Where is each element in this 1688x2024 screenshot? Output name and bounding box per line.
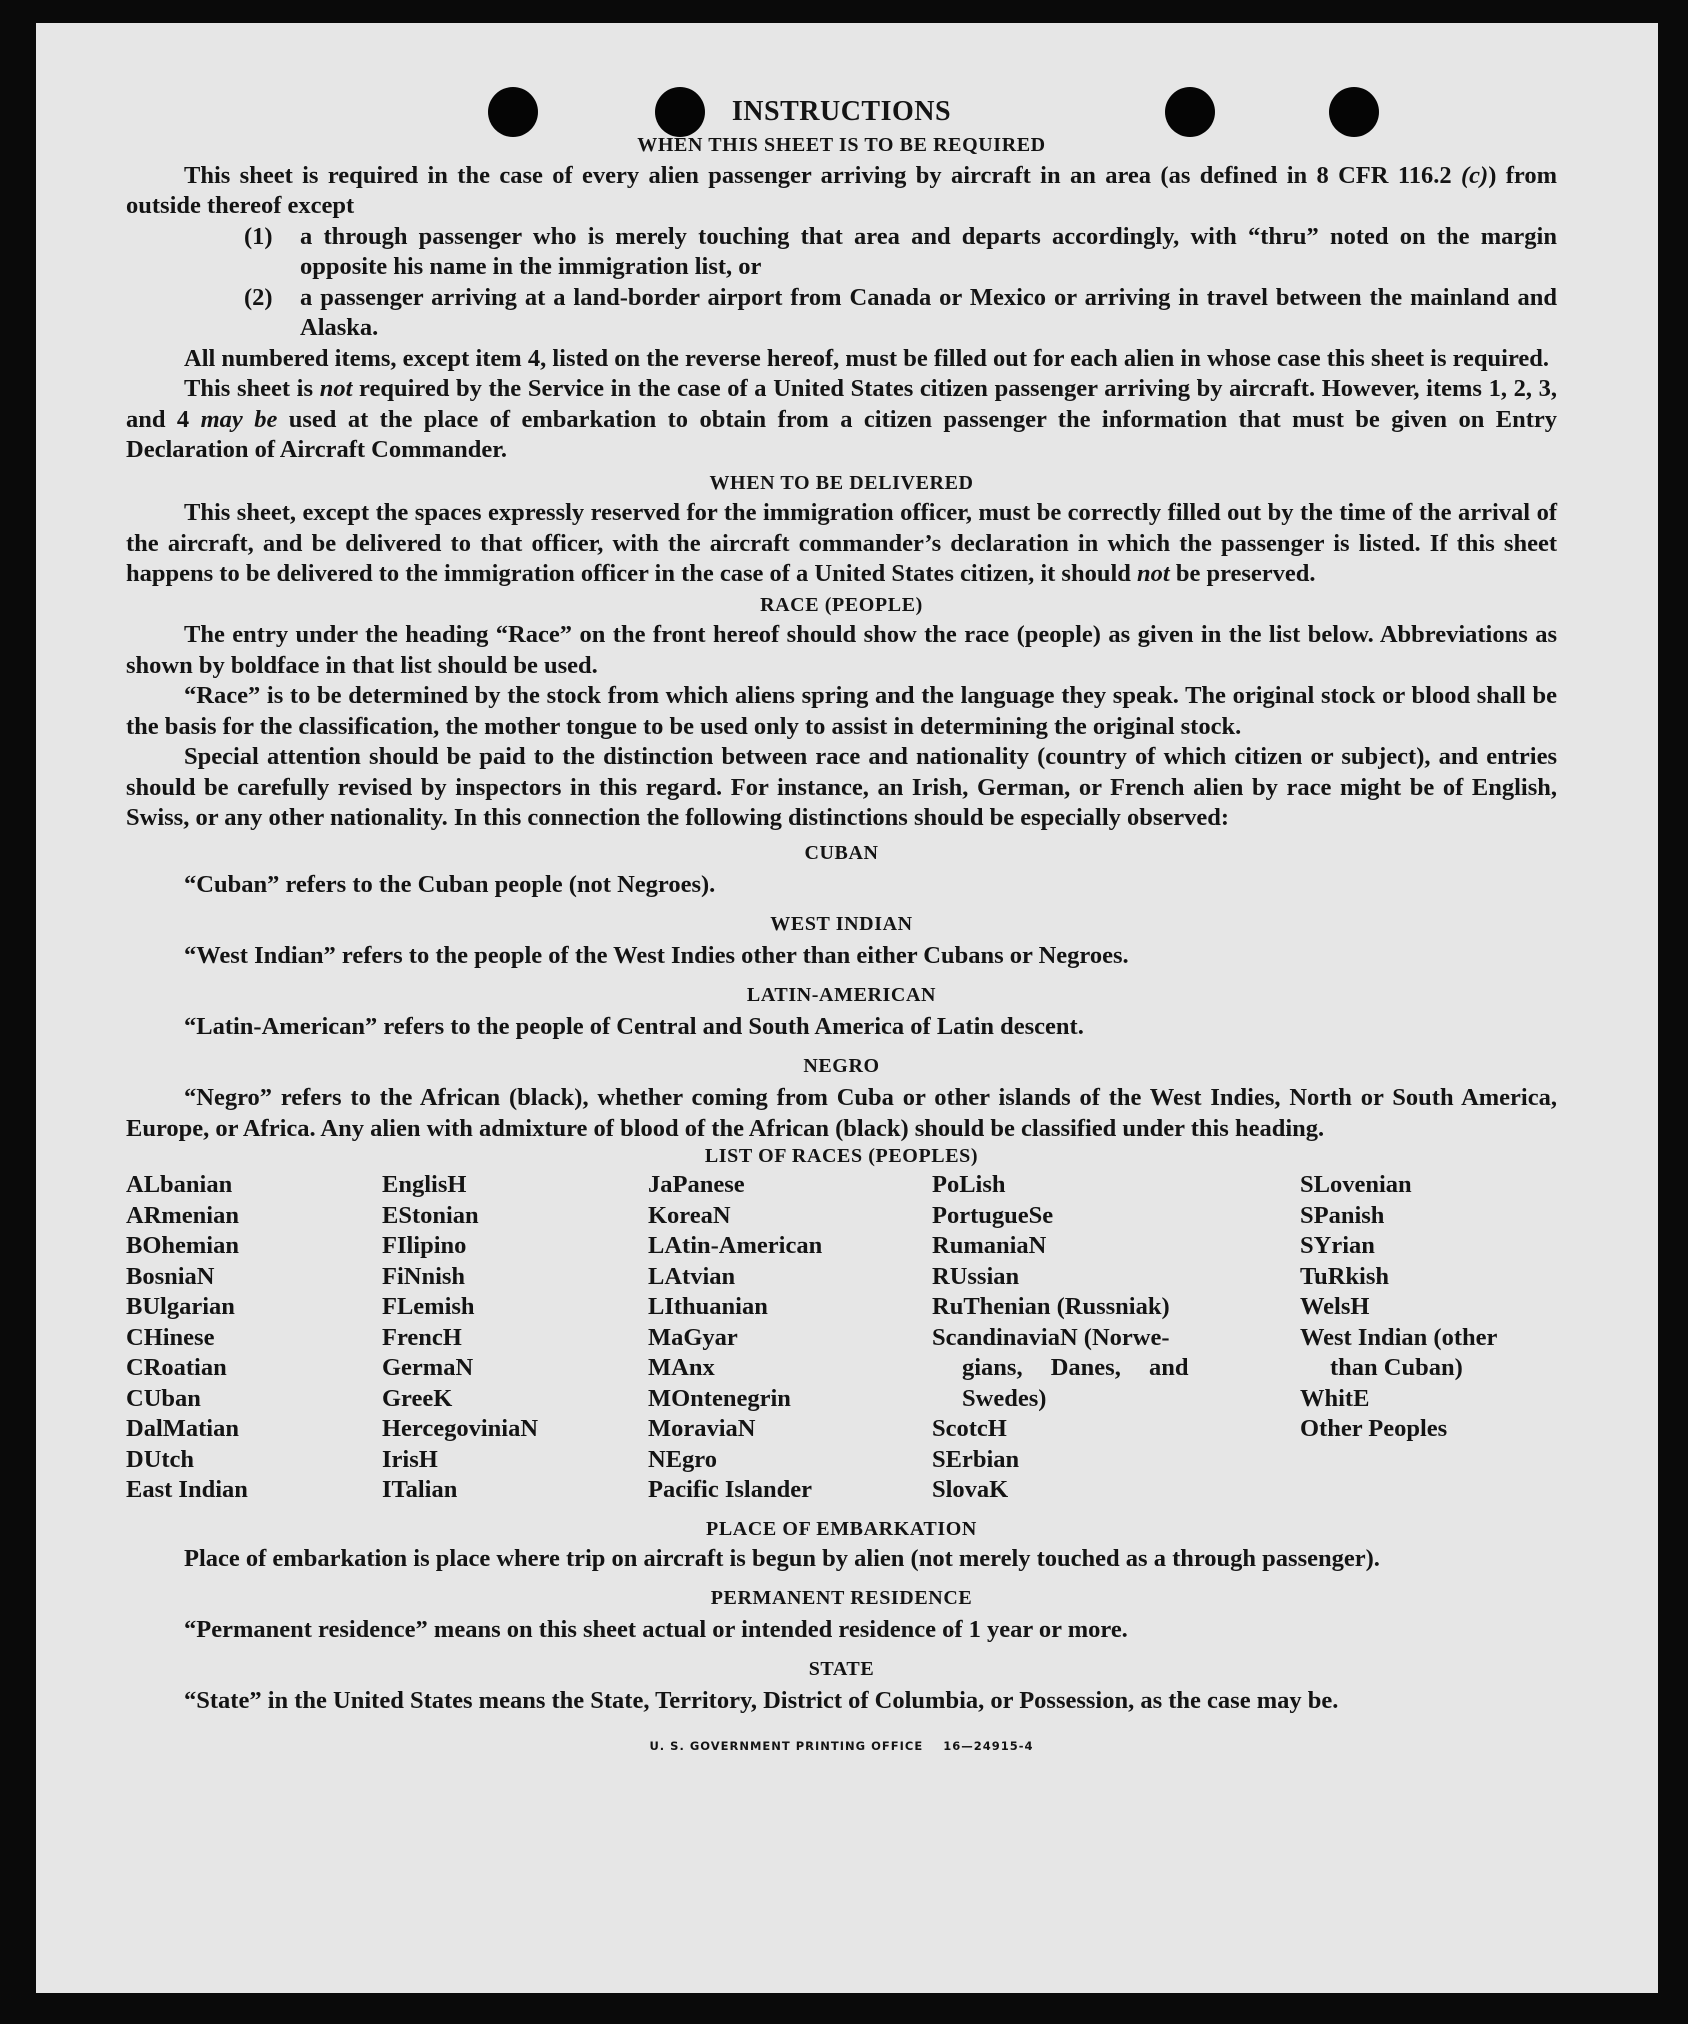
race-entry: East Indian [126,1476,248,1503]
race-entry: MaGyar [648,1323,738,1351]
section-heading: WEST INDIAN [770,912,913,935]
item-number: (2) [244,283,273,311]
race-entry: gians, Danes, and [962,1354,1189,1381]
race-entry: MoraviaN [648,1415,756,1442]
item-text: a passenger arriving at a land-border airport from Canada or Mexico or arriving in travel between the mainland and Alaska. [300,283,1557,341]
race-entry: ITalian [382,1476,458,1503]
section-heading: CUBAN [804,841,879,864]
list-item [126,283,1557,344]
race-entry: PortugueSe [932,1201,1054,1229]
section-heading: WHEN THIS SHEET IS TO BE REQUIRED [637,134,1046,156]
race-entry: CRoatian [126,1354,227,1381]
paragraph: “State” in the United States means the State, Territory, District of Columbia, or Possession, as the case may be. [184,1687,1339,1714]
section-heading: LATIN-AMERICAN [746,983,937,1006]
list-item [126,222,1557,283]
section-heading: NEGRO [803,1054,880,1077]
text: not [1137,560,1170,587]
race-entry: SlovaK [932,1476,1009,1503]
section-heading: PLACE OF EMBARKATION [706,1517,977,1540]
paragraph: “Negro” refers to the African (black), whether coming from Cuba or other islands of the West Indies, North or South America, Europe, or Africa. Any alien with admixture of blood of the African (black) should be classified under this heading. [126,1084,1557,1142]
page-title: INSTRUCTIONS [731,96,952,127]
race-entry: KoreaN [648,1201,731,1229]
paragraph [126,161,1557,222]
race-entry: ScandinaviaN (Norwe- [932,1323,1170,1351]
race-entry: RuThenian (Russniak) [932,1293,1170,1320]
race-entry: DUtch [126,1445,195,1473]
race-list [126,1170,1557,1506]
section-heading: WHEN TO BE DELIVERED [709,471,974,494]
text: boldface [230,651,320,679]
paragraph: Place of embarkation is place where trip on aircraft is begun by alien (not merely touched as a through passenger). [184,1545,1380,1572]
race-entry: NEgro [648,1445,717,1473]
race-entry: ALbanian [126,1171,233,1198]
race-entry: FiNnish [382,1262,466,1290]
race-entry: CUban [126,1384,201,1412]
race-entry: Swedes) [962,1384,1047,1412]
form-code: 16—24915-4 [943,1738,1034,1753]
race-entry: RUssian [932,1262,1020,1290]
race-entry: LIthuanian [648,1293,768,1320]
race-entry: TuRkish [1300,1262,1390,1290]
race-entry: WhitE [1300,1384,1370,1412]
race-entry: ScotcH [932,1415,1007,1442]
paragraph [126,498,1557,590]
paragraph: “West Indian” refers to the people of the West Indies other than either Cubans or Negroes. [184,942,1129,969]
printer-name: U. S. GOVERNMENT PRINTING OFFICE [649,1738,924,1753]
printer-imprint [126,1731,1557,1762]
race-entry: BosniaN [126,1262,215,1290]
text: This sheet is [184,375,320,402]
race-entry: GreeK [382,1384,453,1412]
race-entry: Pacific Islander [648,1476,812,1503]
text: may be [200,405,278,433]
section-heading: STATE [808,1657,875,1680]
race-entry: JaPanese [648,1171,745,1198]
race-entry: BUlgarian [126,1293,235,1320]
race-entry: MAnx [648,1354,715,1381]
race-column [932,1170,1300,1506]
instructions-content [126,94,1557,1761]
race-entry: DalMatian [126,1415,239,1442]
section-heading: PERMANENT RESIDENCE [710,1586,973,1609]
paragraph [126,374,1557,466]
text: The entry under the heading “Race” on the front hereof should show the race (people) as given in the list below. Abbreviations as shown by [126,621,1557,679]
race-entry: WelsH [1300,1293,1370,1320]
text: not [319,375,353,402]
race-entry: GermaN [382,1354,474,1381]
race-column [126,1170,382,1506]
race-entry: MOntenegrin [648,1384,791,1412]
item-text: a through passenger who is merely touching that area and departs accordingly, with “thru” noted on the margin opposite his name in the immigration list, or [300,222,1557,280]
section-heading: LIST OF RACES (PEOPLES) [704,1145,979,1167]
race-entry: CHinese [126,1323,215,1351]
text: be preserved. [1169,560,1316,587]
paragraph: “Race” is to be determined by the stock from which aliens spring and the language they speak. The original stock or blood shall be the basis for the classification, the mother tongue to be used only to assist in determining the original stock. [126,682,1557,740]
text: ) from outside thereof except [126,161,1557,219]
paragraph: “Latin-American” refers to the people of Central and South America of Latin descent. [184,1013,1084,1040]
race-entry: LAtin-American [648,1232,823,1259]
race-entry: West Indian (other [1300,1323,1498,1351]
race-entry: SYrian [1300,1232,1375,1259]
item-number: (1) [244,222,273,250]
race-entry: RumaniaN [932,1232,1047,1259]
race-entry: PoLish [932,1171,1006,1198]
race-entry: BOhemian [126,1232,239,1259]
text: required by the Service in the case of a United States citizen passenger arriving by aircraft. However, items 1, 2, 3, and 4 [126,375,1558,433]
race-column [382,1170,648,1506]
paragraph: “Permanent residence” means on this sheet actual or intended residence of 1 year or more. [184,1616,1128,1643]
race-column [1300,1170,1557,1506]
race-column [648,1170,932,1506]
race-entry: IrisH [382,1445,438,1473]
text: (c) [1461,161,1489,189]
race-entry: SPanish [1300,1201,1385,1229]
text: This sheet, except the spaces expressly reserved for the immigration officer, must be correctly filled out by the time of the arrival of the aircraft, and be delivered to that officer, with the aircraft commander’s declaration in which the passenger is listed. If this sheet happens to be delivered to the immigration officer in the case of a United States citizen, it should [126,499,1557,587]
race-entry: than Cuban) [1330,1354,1463,1381]
race-entry: SLovenian [1300,1171,1412,1198]
race-entry: FrencH [382,1323,462,1351]
paragraph: Special attention should be paid to the distinction between race and nationality (country of which citizen or subject), and entries should be carefully revised by inspectors in this regard. For instance, an Irish, German, or French alien by race might be of English, Swiss, or any other nationality. In this connection the following distinctions should be especially observed: [126,743,1557,831]
race-entry: Other Peoples [1300,1415,1448,1442]
paragraph [126,620,1557,681]
race-entry: EnglisH [382,1171,467,1198]
paragraph: All numbered items, except item 4, listed on the reverse hereof, must be filled out for each alien in whose case this sheet is required. [184,344,1550,372]
paragraph: “Cuban” refers to the Cuban people (not Negroes). [184,871,716,898]
race-entry: HercegoviniaN [382,1415,539,1442]
race-entry: SErbian [932,1445,1020,1473]
race-entry: FIlipino [382,1232,467,1259]
race-entry: FLemish [382,1293,475,1320]
race-entry: ARmenian [126,1201,239,1229]
text: in that list should be used. [319,651,598,679]
text: used at the place of embarkation to obtain from a citizen passenger the information that must be given on Entry Declaration of Aircraft Commander. [126,405,1557,463]
race-entry: LAtvian [648,1262,736,1290]
race-entry: EStonian [382,1201,479,1229]
text: This sheet is required in the case of every alien passenger arriving by aircraft in an area (as defined in 8 CFR 116.2 [184,161,1461,189]
section-heading: RACE (PEOPLE) [760,593,923,616]
